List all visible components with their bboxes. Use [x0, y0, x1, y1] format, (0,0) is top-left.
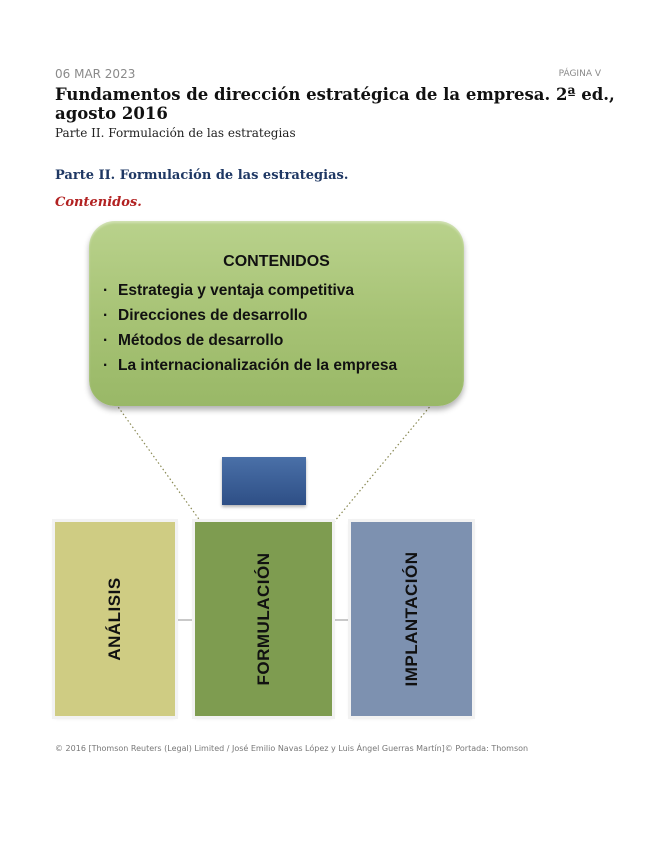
connector-line-right	[334, 404, 432, 522]
contents-item-label: Estrategia y ventaja competitiva	[118, 282, 355, 299]
contents-item-label: La internacionalización de la empresa	[118, 357, 398, 374]
contents-heading: Contenidos.	[55, 195, 142, 210]
contents-item-label: Direcciones de desarrollo	[118, 307, 308, 324]
stage-formulation	[195, 522, 332, 716]
contents-item	[103, 328, 397, 353]
stage-implementation	[351, 522, 472, 716]
current-stage-marker	[222, 457, 306, 505]
contents-item	[103, 278, 397, 303]
contents-box-title: CONTENIDOS	[223, 253, 330, 270]
bullet: ·	[103, 307, 109, 324]
contents-list	[103, 278, 397, 378]
bullet: ·	[103, 357, 109, 374]
section-heading: Parte II. Formulación de las estrategias.	[55, 168, 349, 183]
book-title: Fundamentos de dirección estratégica de la empresa. 2ª ed., agosto 2016	[55, 85, 615, 123]
contents-box	[89, 221, 464, 406]
stage-label: IMPLANTACIÓN	[401, 551, 421, 687]
stage-analysis	[55, 522, 175, 716]
book-subtitle: Parte II. Formulación de las estrategias	[55, 126, 296, 140]
connector-line-left	[116, 404, 201, 522]
contents-item	[103, 353, 397, 378]
bullet: ·	[103, 282, 109, 299]
bullet: ·	[103, 332, 109, 349]
contents-item	[103, 303, 397, 328]
contents-item-label: Métodos de desarrollo	[118, 332, 284, 349]
copyright-footer: © 2016 [Thomson Reuters (Legal) Limited / José Emilio Navas López y Luis Ángel Guerras Martín]© Portada: Thomson	[55, 744, 529, 753]
stage-label: FORMULACIÓN	[253, 552, 273, 686]
stage-label: ANÁLISIS	[105, 577, 124, 661]
page-label: PÁGINA V	[558, 69, 601, 79]
document-date: 06 MAR 2023	[55, 67, 136, 81]
